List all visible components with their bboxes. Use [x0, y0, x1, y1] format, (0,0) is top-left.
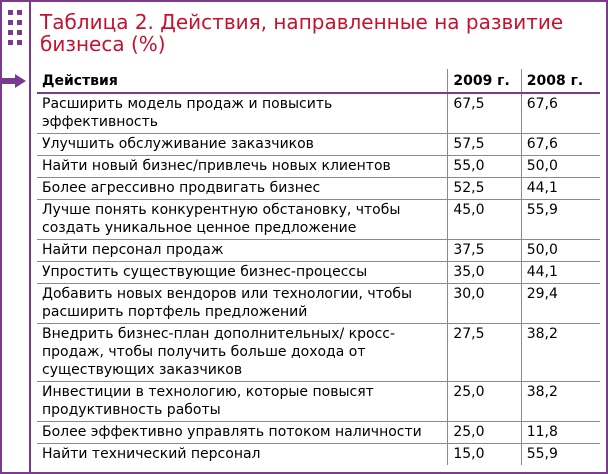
table-row — [37, 134, 600, 156]
value-2009-cell: 55,0 — [448, 156, 521, 178]
header-actions: Действия — [37, 69, 448, 93]
value-2008-cell: 29,4 — [521, 284, 600, 324]
action-cell: Добавить новых вендоров или технологии, чтобы расширить портфель предложений — [37, 284, 448, 324]
header-2008: 2008 г. — [521, 69, 600, 93]
sidebar-divider — [29, 0, 31, 474]
table-row — [37, 382, 600, 422]
action-cell: Инвестиции в технологию, которые повысят продуктивность работы — [37, 382, 448, 422]
value-2008-cell: 11,8 — [521, 422, 600, 444]
table-row — [37, 156, 600, 178]
header-2009: 2009 г. — [448, 69, 521, 93]
value-2008-cell: 38,2 — [521, 382, 600, 422]
table-row — [37, 284, 600, 324]
value-2009-cell: 15,0 — [448, 444, 521, 466]
value-2008-cell: 44,1 — [521, 178, 600, 200]
table-row — [37, 324, 600, 382]
table-row — [37, 262, 600, 284]
value-2009-cell: 52,5 — [448, 178, 521, 200]
action-cell: Упростить существующие бизнес-процессы — [37, 262, 448, 284]
value-2009-cell: 57,5 — [448, 134, 521, 156]
value-2008-cell: 55,9 — [521, 200, 600, 240]
action-cell: Внедрить бизнес-план дополнительных/ кросс-продаж, чтобы получить больше дохода от существующих заказчиков — [37, 324, 448, 382]
action-cell: Лучше понять конкурентную обстановку, чтобы создать уникальное ценное предложение — [37, 200, 448, 240]
table-row — [37, 422, 600, 444]
value-2008-cell: 50,0 — [521, 156, 600, 178]
action-cell: Улучшить обслуживание заказчиков — [37, 134, 448, 156]
value-2008-cell: 67,6 — [521, 93, 600, 134]
sidebar-decor — [0, 0, 28, 474]
table-row — [37, 444, 600, 466]
value-2009-cell: 45,0 — [448, 200, 521, 240]
value-2008-cell: 38,2 — [521, 324, 600, 382]
table-row — [37, 93, 600, 134]
value-2008-cell: 55,9 — [521, 444, 600, 466]
value-2009-cell: 27,5 — [448, 324, 521, 382]
action-cell: Найти персонал продаж — [37, 240, 448, 262]
value-2009-cell: 30,0 — [448, 284, 521, 324]
arrow-right-icon — [2, 74, 26, 88]
value-2009-cell: 37,5 — [448, 240, 521, 262]
action-cell: Более эффективно управлять потоком наличности — [37, 422, 448, 444]
value-2008-cell: 50,0 — [521, 240, 600, 262]
table-header-row — [37, 69, 600, 93]
table-row — [37, 200, 600, 240]
dots-grid-icon — [8, 10, 22, 50]
table-row — [37, 240, 600, 262]
action-cell: Найти технический персонал — [37, 444, 448, 466]
table-row — [37, 178, 600, 200]
value-2009-cell: 35,0 — [448, 262, 521, 284]
value-2009-cell: 67,5 — [448, 93, 521, 134]
value-2008-cell: 67,6 — [521, 134, 600, 156]
action-cell: Более агрессивно продвигать бизнес — [37, 178, 448, 200]
value-2009-cell: 25,0 — [448, 382, 521, 422]
action-cell: Расширить модель продаж и повысить эффективность — [37, 93, 448, 134]
data-table — [37, 69, 600, 465]
value-2009-cell: 25,0 — [448, 422, 521, 444]
value-2008-cell: 44,1 — [521, 262, 600, 284]
action-cell: Найти новый бизнес/привлечь новых клиентов — [37, 156, 448, 178]
table-title: Таблица 2. Действия, направленные на развитие бизнеса (%) — [40, 10, 564, 56]
